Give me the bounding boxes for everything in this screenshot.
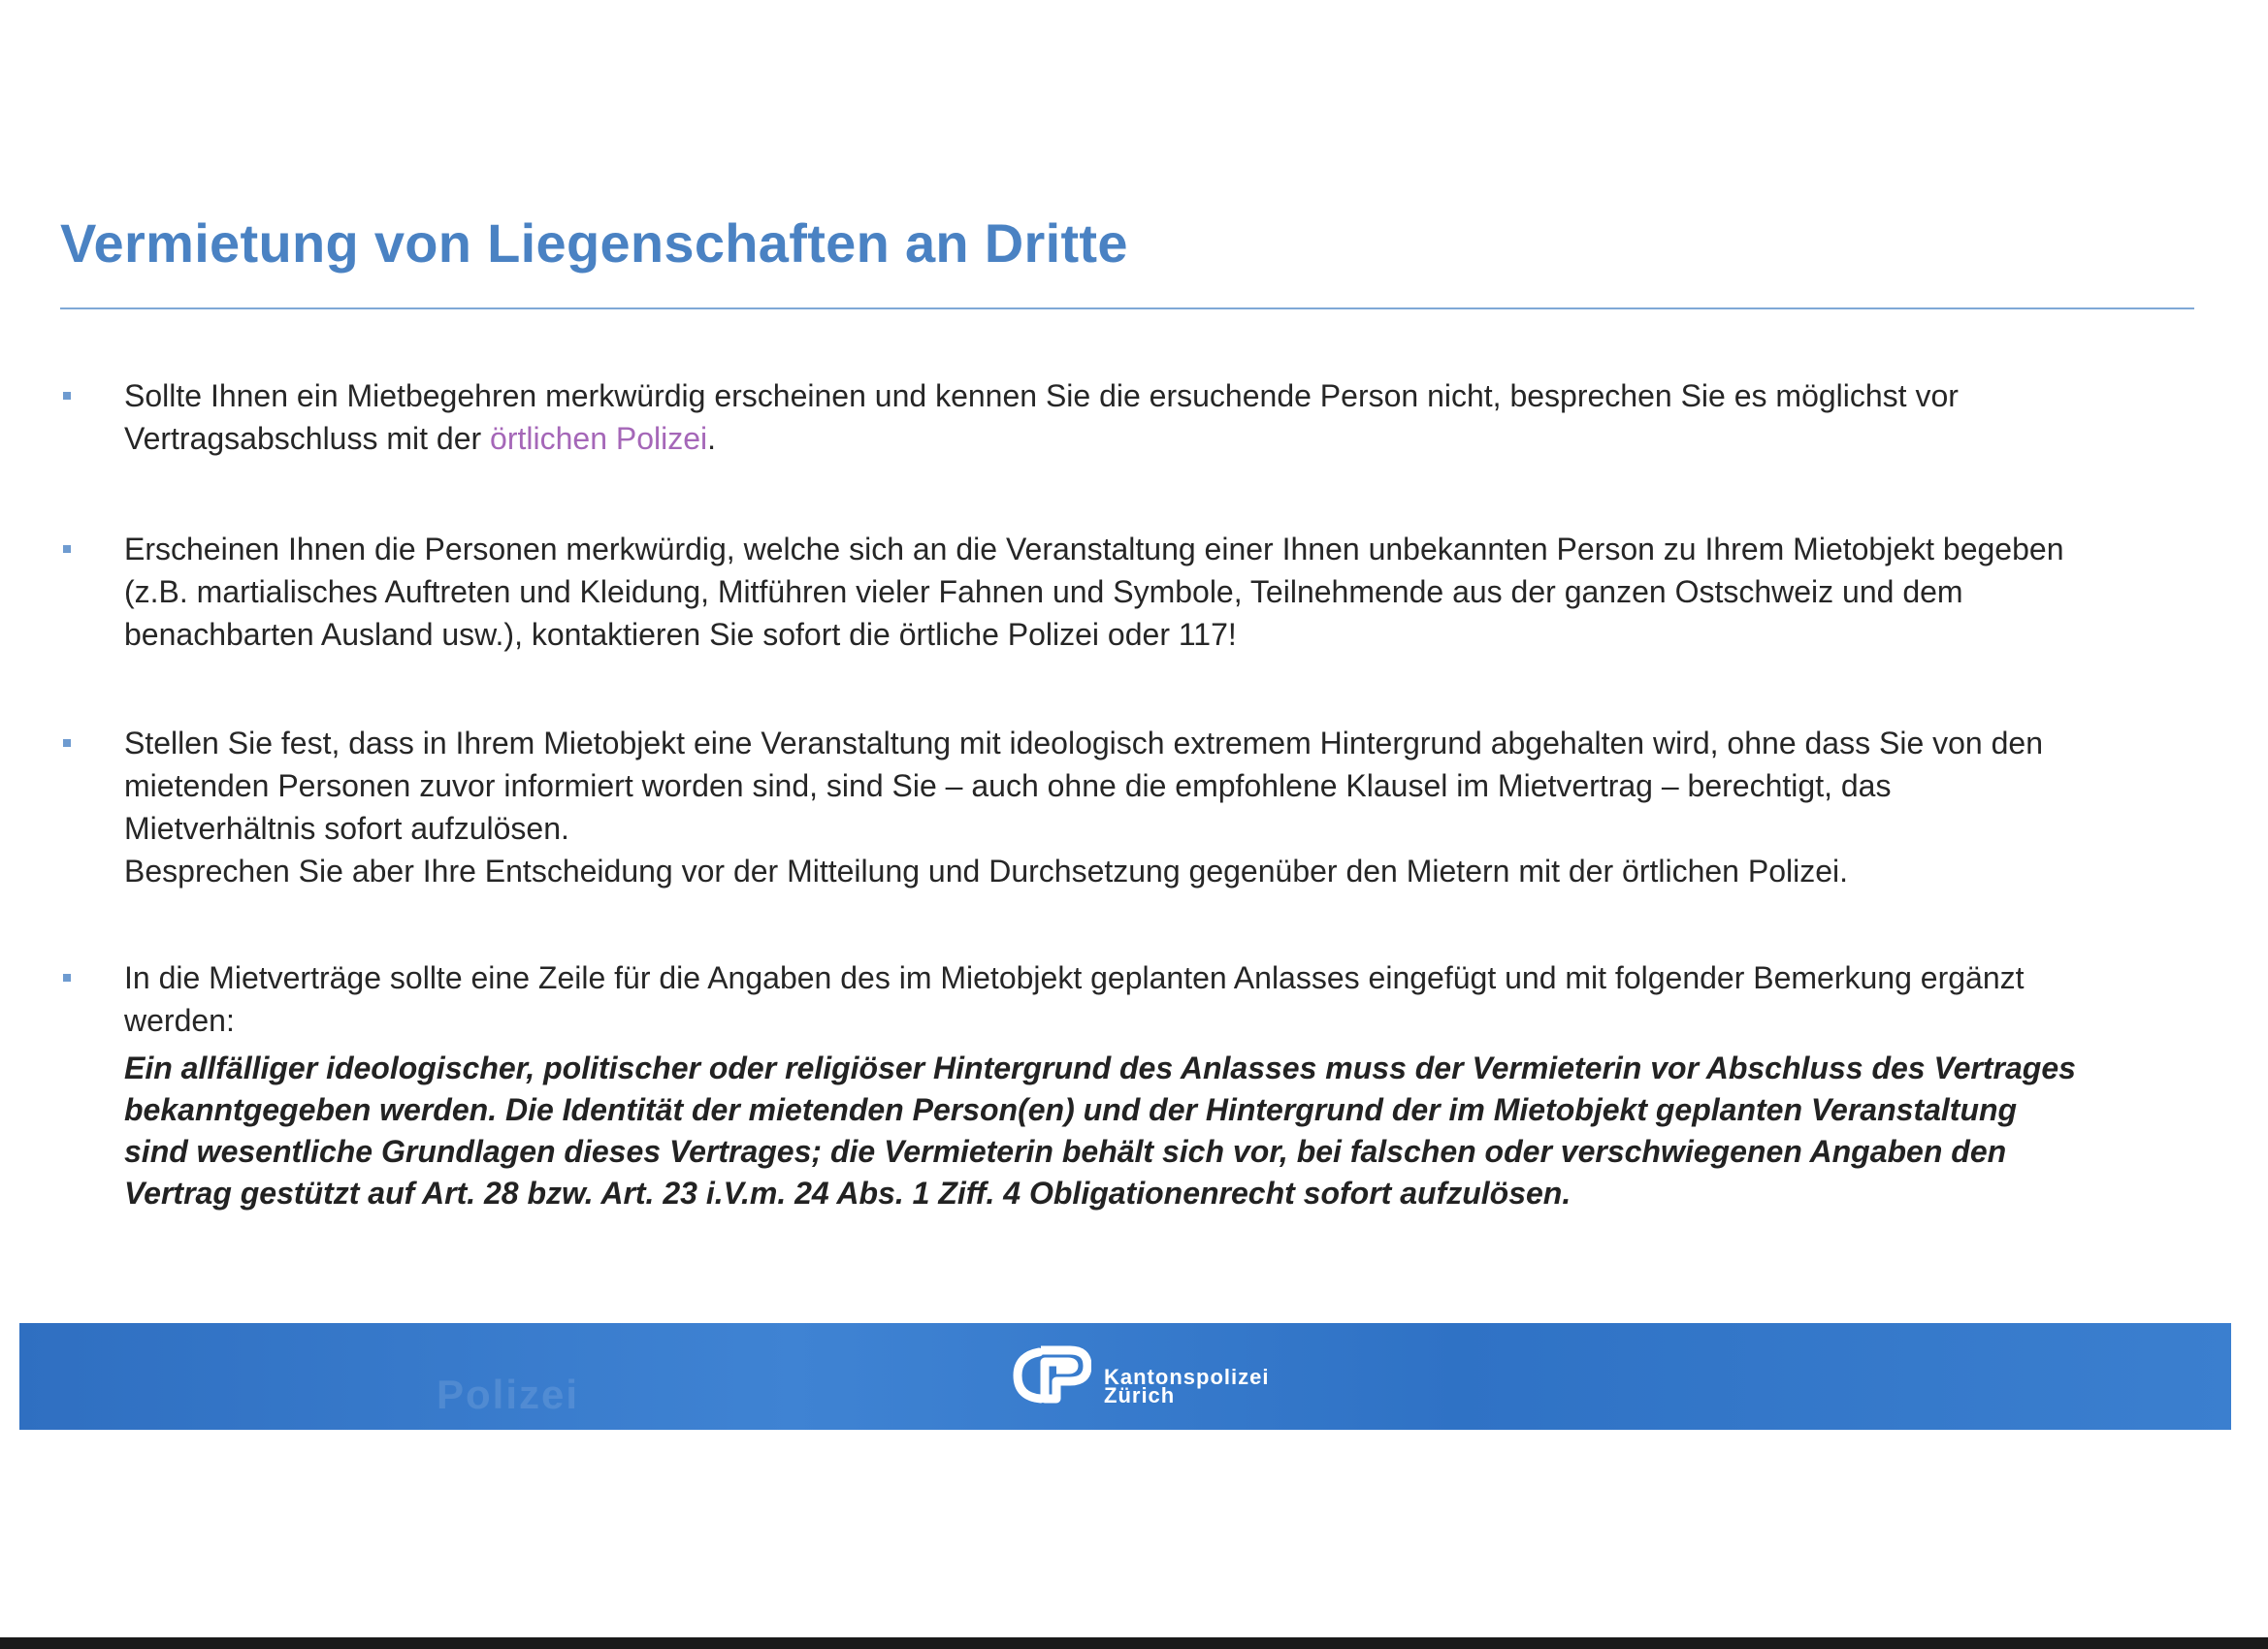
bullet-square-icon: [63, 739, 71, 747]
clause-line: Vertrag gestützt auf Art. 28 bzw. Art. 23 i.V.m. 24 Abs. 1 Ziff. 4 Obligationenrecht sofort aufzulösen.: [124, 1176, 1571, 1211]
footer-banner: [19, 1323, 2231, 1430]
org-name: [1104, 1365, 1270, 1407]
text-line: Mietverhältnis sofort aufzulösen.: [124, 811, 569, 846]
text-line: In die Mietverträge sollte eine Zeile für die Angaben des im Mietobjekt geplanten Anlasses eingefügt und mit folgender Bemerkung ergänzt: [124, 960, 2025, 995]
org-name-line: Kantonspolizei: [1104, 1365, 1270, 1389]
clause-line: sind wesentliche Grundlagen dieses Vertrages; die Vermieterin behält sich vor, bei falschen oder verschwiegenen Angaben den: [124, 1134, 2007, 1169]
text-line: Besprechen Sie aber Ihre Entscheidung vor der Mitteilung und Durchsetzung gegenüber den Mietern mit der örtlichen Polizei.: [124, 854, 1849, 889]
bullet-text: [124, 528, 2233, 656]
police-link[interactable]: örtlichen Polizei: [490, 421, 708, 456]
text-line: Sollte Ihnen ein Mietbegehren merkwürdig erscheinen und kennen Sie die ersuchende Person nicht, besprechen Sie es möglichst vor: [124, 378, 1959, 413]
bullet-text: [124, 374, 2233, 460]
kantonspolizei-logo-icon: [1012, 1342, 1091, 1406]
text-line: benachbarten Ausland usw.), kontaktieren Sie sofort die örtliche Polizei oder 117!: [124, 617, 1237, 652]
text-fragment: .: [707, 421, 717, 456]
org-name-line: Zürich: [1104, 1383, 1176, 1407]
scan-edge: [0, 1637, 2268, 1649]
clause-line: bekanntgegeben werden. Die Identität der mietenden Person(en) und der Hintergrund der im Mietobjekt geplanten Veranstaltung: [124, 1092, 2018, 1127]
text-line: (z.B. martialisches Auftreten und Kleidung, Mitführen vieler Fahnen und Symbole, Teilnehmende aus der ganzen Ostschweiz und dem: [124, 574, 1963, 609]
page-title: Vermietung von Liegenschaften an Dritte: [60, 212, 1128, 274]
text-line: Erscheinen Ihnen die Personen merkwürdig, welche sich an die Veranstaltung einer Ihnen unbekannten Person zu Ihrem Mietobjekt begeben: [124, 532, 2064, 566]
text-line: Stellen Sie fest, dass in Ihrem Mietobjekt eine Veranstaltung mit ideologisch extremem Hintergrund abgehalten wird, ohne dass Sie von den: [124, 726, 2043, 760]
footer-watermark: Polizei: [437, 1372, 580, 1417]
clause-line: Ein allfälliger ideologischer, politischer oder religiöser Hintergrund des Anlasses muss der Vermieterin vor Abschluss des Vertrages: [124, 1051, 2076, 1085]
text-line: werden:: [124, 1003, 235, 1038]
bullet-item: [60, 374, 2233, 460]
text-line: [124, 417, 2233, 460]
bullet-item: [60, 722, 2233, 892]
bullet-item: [60, 956, 2233, 1214]
bullet-item: [60, 528, 2233, 656]
title-divider: [60, 307, 2194, 309]
contract-clause: [124, 1048, 2233, 1214]
bullet-square-icon: [63, 392, 71, 400]
bullet-square-icon: [63, 974, 71, 982]
bullet-square-icon: [63, 545, 71, 553]
bullet-text: [124, 956, 2233, 1042]
bullet-text: [124, 722, 2233, 892]
text-fragment: Vertragsabschluss mit der: [124, 421, 491, 456]
text-line: mietenden Personen zuvor informiert worden sind, sind Sie – auch ohne die empfohlene Klausel im Mietvertrag – berechtigt, das: [124, 768, 1892, 803]
